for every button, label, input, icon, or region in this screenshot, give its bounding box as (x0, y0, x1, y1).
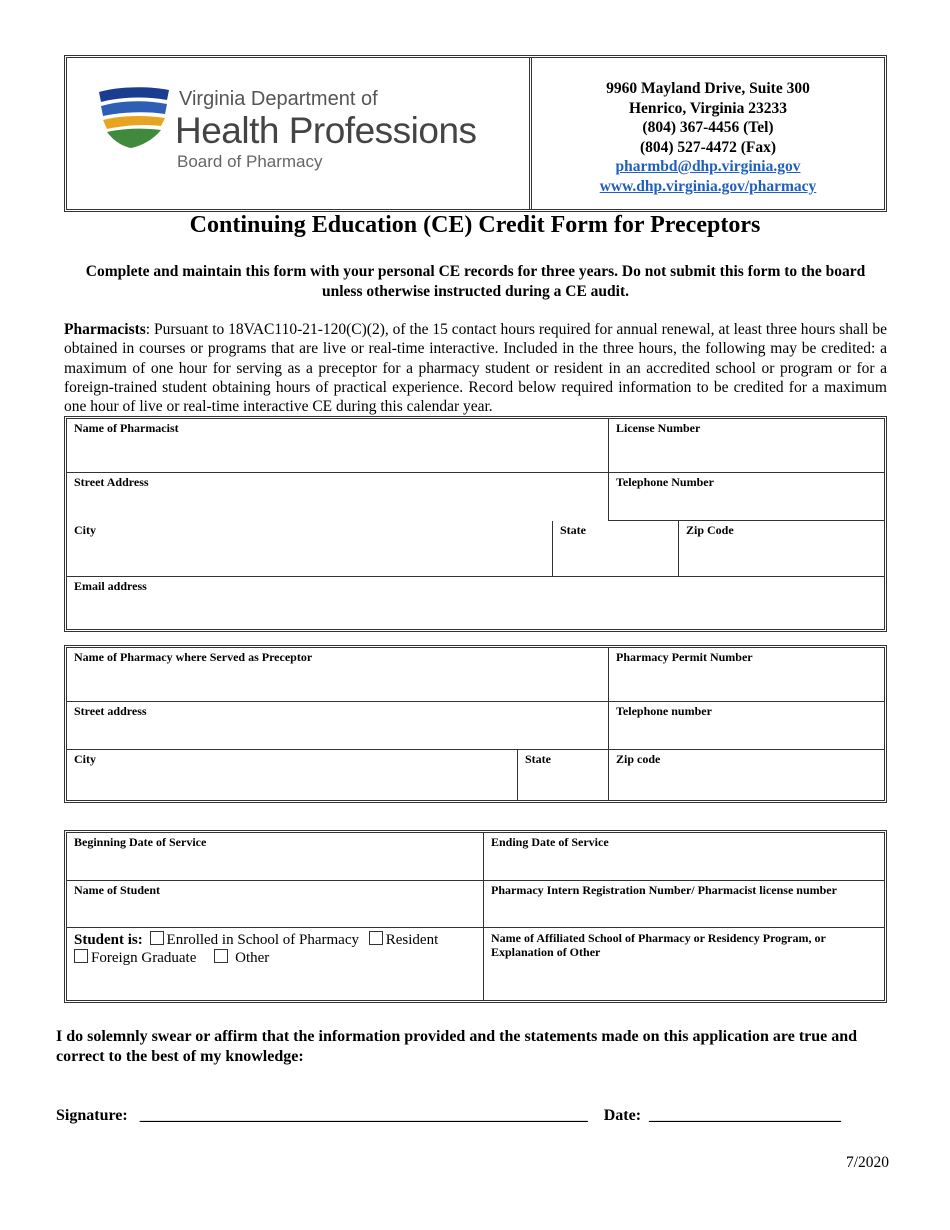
street-address-cell (67, 473, 609, 521)
pharmacy-city-label: City (74, 752, 96, 766)
dhp-logo-icon (95, 84, 173, 152)
pharmacy-zip-input[interactable] (616, 774, 877, 796)
pharmacy-city-input[interactable] (74, 774, 510, 796)
pharmacy-street-cell (67, 702, 609, 750)
pharmacist-name-input[interactable] (74, 446, 601, 468)
logo-line3: Board of Pharmacy (177, 152, 323, 171)
resident-checkbox[interactable] (369, 931, 383, 945)
pharmacy-state-label: State (525, 752, 551, 766)
zip-input[interactable] (686, 550, 877, 572)
street-address-input[interactable] (74, 495, 601, 517)
signature-label: Signature: (56, 1107, 128, 1124)
permit-number-input[interactable] (616, 675, 877, 697)
fax: (804) 527-4472 (Fax) (639, 138, 777, 156)
city-label: City (74, 523, 96, 537)
oath-statement: I do solemnly swear or affirm that the information provided and the statements made on this application are true and correct to the best of my knowledge: (56, 1028, 858, 1065)
pharmacy-phone-input[interactable] (616, 723, 877, 745)
email-link[interactable]: pharmbd@dhp.virginia.gov (615, 158, 801, 175)
pharmacy-zip-cell (609, 750, 884, 800)
pharmacy-city-cell (67, 750, 518, 800)
website-link[interactable]: www.dhp.virginia.gov/pharmacy (599, 177, 817, 195)
begin-date-label: Beginning Date of Service (74, 835, 207, 849)
student-type-line-1 (74, 931, 476, 949)
telephone-label: Telephone Number (616, 475, 714, 489)
pharmacist-name-cell (67, 419, 609, 473)
resident-label: Resident (385, 932, 439, 948)
pharmacy-table (64, 645, 887, 803)
affiliated-label: Name of Affiliated School of Pharmacy or Residency Program, or Explanation of Other (491, 931, 826, 959)
logo-line1: Virginia Department of (179, 88, 378, 110)
registration-cell (484, 881, 884, 928)
instructions: Complete and maintain this form with your personal CE records for three years. Do not submit this form to the board unless otherwise instructed during a CE audit. (85, 263, 866, 300)
end-date-cell (484, 833, 884, 881)
permit-number-cell (609, 648, 884, 702)
student-type-cell (67, 928, 484, 1000)
student-name-label: Name of Student (74, 883, 160, 897)
permit-number-label: Pharmacy Permit Number (616, 650, 753, 664)
address-line-2: Henrico, Virginia 23233 (628, 99, 787, 117)
signature-row (56, 1107, 841, 1125)
street-address-label: Street Address (74, 475, 149, 489)
registration-label: Pharmacy Intern Registration Number/ Pharmacist license number (491, 883, 837, 897)
pharmacy-name-cell (67, 648, 609, 702)
pharmacy-state-input[interactable] (525, 774, 601, 796)
email-cell (67, 577, 884, 629)
license-number-label: License Number (616, 421, 701, 435)
student-type-line-2 (74, 949, 476, 967)
license-number-input[interactable] (616, 446, 877, 468)
enrolled-checkbox[interactable] (150, 931, 164, 945)
license-number-cell (609, 419, 884, 473)
date-line[interactable]: ________________________ (649, 1107, 842, 1124)
zip-label: Zip Code (686, 523, 734, 537)
pharmacy-name-input[interactable] (74, 675, 601, 697)
service-table (64, 830, 887, 1003)
other-label: Other (235, 950, 270, 966)
pharmacy-street-input[interactable] (74, 723, 601, 745)
page-title: Continuing Education (CE) Credit Form for Preceptors (189, 212, 761, 238)
intro-text: : Pursuant to 18VAC110-21-120(C)(2), of the 15 contact hours required for annual renewal, at least three hours shall be obtained in courses or programs that are live or real-time interactive. Included in the three hours, the following may be credited: a maximum of one hour for serving as a preceptor for a pharmacy student or resident in an accredited school or program or for a foreign-trained student obtaining hours of practical experience. Record below required information to be credited for a maximum one hour of live or real-time interactive CE during this calendar year. (64, 321, 887, 416)
begin-date-input[interactable] (74, 854, 476, 876)
email-input[interactable] (74, 603, 877, 625)
student-is-label: Student is: (74, 932, 143, 948)
city-cell (67, 521, 553, 577)
end-date-label: Ending Date of Service (491, 835, 609, 849)
date-label: Date: (603, 1107, 642, 1124)
pharmacy-phone-cell (609, 702, 884, 750)
logo-line2: Health Professions (175, 110, 477, 151)
intro-paragraph (64, 320, 887, 416)
foreign-graduate-label: Foreign Graduate (91, 950, 197, 966)
affiliated-cell (484, 928, 884, 1000)
student-name-cell (67, 881, 484, 928)
pharmacy-state-cell (518, 750, 609, 800)
student-name-input[interactable] (74, 901, 476, 923)
address-line-1: 9960 Mayland Drive, Suite 300 (606, 80, 810, 97)
telephone-input[interactable] (616, 494, 877, 516)
other-checkbox[interactable] (214, 949, 228, 963)
registration-input[interactable] (491, 901, 877, 923)
signature-line[interactable]: ________________________________________________________ (139, 1107, 588, 1124)
pharmacy-street-label: Street address (74, 704, 147, 718)
intro-lead: Pharmacists (64, 321, 146, 338)
state-label: State (560, 523, 586, 537)
pharmacist-table (64, 416, 887, 632)
foreign-graduate-checkbox[interactable] (74, 949, 88, 963)
pharmacy-name-label: Name of Pharmacy where Served as Preceptor (74, 650, 313, 664)
telephone-cell (609, 473, 884, 521)
state-cell (553, 521, 679, 577)
contact-block (532, 58, 884, 209)
end-date-input[interactable] (491, 854, 877, 876)
pharmacy-phone-label: Telephone number (616, 704, 712, 718)
state-input[interactable] (560, 550, 671, 572)
form-version: 7/2020 (846, 1154, 890, 1171)
logo-cell (67, 58, 532, 209)
email-label: Email address (74, 579, 147, 593)
pharmacy-zip-label: Zip code (616, 752, 661, 766)
telephone: (804) 367-4456 (Tel) (642, 119, 774, 136)
city-input[interactable] (74, 550, 545, 572)
affiliated-input[interactable] (491, 976, 877, 998)
enrolled-label: Enrolled in School of Pharmacy (166, 932, 359, 948)
header-box (64, 55, 887, 212)
zip-cell (679, 521, 884, 577)
begin-date-cell (67, 833, 484, 881)
pharmacist-name-label: Name of Pharmacist (74, 421, 179, 435)
